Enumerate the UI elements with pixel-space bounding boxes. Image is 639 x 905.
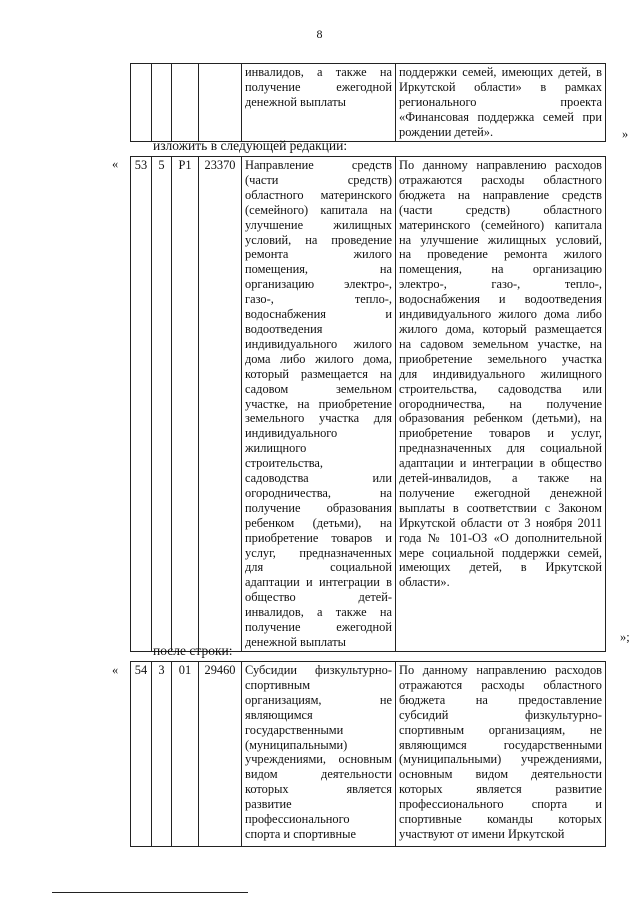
text-line: помещения, на организацию [399,262,602,277]
text-line: для индивидуального жилищного [399,366,602,381]
cell-code-name [242,64,396,142]
text-line: жилого дома, который размещается [399,321,602,336]
text-line: который размещается на [245,366,392,381]
text-line: участке, на приобретение [245,396,392,411]
closing-quote: »; [620,630,630,644]
text-line: денежной выплаты [245,94,346,109]
text-line: бюджета на направление средств [399,187,602,202]
text-line: получение ежегодной [245,79,392,94]
cell-description [396,64,606,142]
cell-empty [199,64,242,142]
cell-code-name [242,157,396,652]
text-line: услуг, предназначенных [245,545,392,560]
cell-code-name [242,662,396,847]
text-line: мере социальной поддержки семей, [399,545,602,560]
table-row [131,662,606,847]
text-line: поддержки семей, имеющих детей, в [399,65,602,79]
text-line: профессионального спорта и [399,797,602,812]
text-line: для социальной [245,560,392,575]
cell-description [396,157,606,652]
cell-code-3: 01 [172,662,199,847]
text-line: (муниципальными) [245,737,348,752]
text-line: (муниципальными) учреждениями, [399,752,602,767]
table-row [131,64,606,142]
text-line: области». [399,575,450,590]
text-line: предназначенных для социальной [399,441,602,456]
table-row [131,157,606,652]
cell-code-4: 23370 [199,157,242,652]
text-line: основным видом деятельности [399,767,602,782]
text-line: жилищного [245,441,307,456]
text-line: ремонта жилого [245,247,392,262]
text-line: видом деятельности [245,767,392,782]
text-line: детей-инвалидов, а также на [399,471,602,486]
text-line: водоотведения [245,321,323,336]
text-line: государственными [245,722,344,737]
text-line: спорта и спортивные [245,826,356,841]
cell-description [396,662,606,847]
text-line: улучшение жилищных [245,217,392,232]
page-number: 8 [316,27,323,41]
text-line: получение ежегодной денежной [399,485,602,500]
text-line: бюджета на предоставление [399,692,602,707]
text-line: По данному направлению расходов [399,663,602,677]
text-line: ребенком (детьми), на [245,515,392,530]
cell-code-1: 54 [131,662,152,847]
text-line: участвуют от имени Иркутской [399,826,565,841]
footnote-divider [52,892,248,893]
text-line: адаптации и интеграции в общество [399,456,602,471]
text-line: которых является развитие [399,782,602,797]
text-line: спортивным [245,677,311,692]
text-line: профессионального [245,812,350,827]
text-line: организацию электро-, [245,277,392,292]
text-line: строительства, садоводства или [399,381,602,396]
cell-code-2: 5 [152,157,172,652]
text-line: Субсидии физкультурно- [245,663,392,677]
text-line: приобретение товаров и услуг, [399,426,602,441]
text-line: помещения, на [245,262,392,277]
text-line: (семейного) капитала на [245,202,392,217]
text-line: индивидуального жилого [245,336,392,351]
closing-quote: » [622,127,629,141]
text-line: огородничества, на [245,485,392,500]
text-line: (части средств) [245,172,392,187]
text-line: выплаты в соответствии с Законом [399,500,602,515]
table-after-row [130,661,606,847]
text-line: денежной выплаты [245,635,346,649]
text-line: организациям, не [245,692,392,707]
text-line: материнского (семейного) капитала [399,217,602,232]
text-line: садовом земельном [245,381,392,396]
table-continuation [130,63,606,142]
cell-empty [152,64,172,142]
text-line: водоснабжения и [245,307,392,322]
text-line: (части средств) областного [399,202,602,217]
text-line: Иркутской области» в рамках [399,79,602,94]
text-line: «Финансовая поддержка семей при [399,109,602,124]
cell-code-3: P1 [172,157,199,652]
text-line: областного материнского [245,187,392,202]
text-line: отражаются расходы областного [399,172,602,187]
text-line: на улучшение жилищных условий, [399,232,602,247]
text-line: По данному направлению расходов [399,158,602,172]
text-line: инвалидов, а также на [245,605,392,620]
section-heading: изложить в следующей редакции: [153,138,348,153]
text-line: являющимся [245,707,313,722]
text-line: года № 101-ОЗ «О дополнительной [399,530,602,545]
opening-quote: « [112,157,119,171]
text-line: на проведение ремонта жилого [399,247,602,262]
text-line: приобретение товаров и [245,530,392,545]
text-line: газо-, тепло-, [245,292,392,307]
text-line: огородничества, на получение [399,396,602,411]
cell-code-4: 29460 [199,662,242,847]
text-line: спортивные команды которых [399,812,602,827]
text-line: на садовом земельном участке, на [399,336,602,351]
section-heading: после строки: [153,643,233,658]
table-new-edition [130,156,606,652]
text-line: имеющих детей, в Иркутской [399,560,602,575]
text-line: которых является [245,782,392,797]
text-line: индивидуального жилого дома либо [399,307,602,322]
cell-code-2: 3 [152,662,172,847]
text-line: субсидий физкультурно- [399,707,602,722]
text-line: условий, на проведение [245,232,392,247]
text-line: адаптации и интеграции в [245,575,392,590]
text-line: индивидуального [245,426,338,441]
text-line: Иркутской области от 3 ноября 2011 [399,515,602,530]
text-line: развитие [245,797,292,812]
text-line: Направление средств [245,158,392,172]
cell-empty [131,64,152,142]
text-line: дома либо жилого дома, [245,351,392,366]
text-line: получение образования [245,500,392,515]
text-line: получение ежегодной [245,620,392,635]
cell-empty [172,64,199,142]
cell-code-1: 53 [131,157,152,652]
text-line: строительства, [245,456,324,471]
text-line: приобретение земельного участка [399,351,602,366]
text-line: образования ребенком (детьми), на [399,411,602,426]
text-line: инвалидов, а также на [245,65,392,79]
text-line: регионального проекта [399,94,602,109]
text-line: электро-, газо-, тепло-, [399,277,602,292]
text-line: спортивным организациям, не [399,722,602,737]
text-line: учреждениями, основным [245,752,392,767]
text-line: отражаются расходы областного [399,677,602,692]
opening-quote: « [112,663,119,677]
text-line: общество детей- [245,590,392,605]
text-line: рождении детей». [399,124,494,139]
text-line: водоснабжения и водоотведения [399,292,602,307]
text-line: являющимся государственными [399,737,602,752]
text-line: земельного участка для [245,411,392,426]
text-line: садоводства или [245,471,392,486]
